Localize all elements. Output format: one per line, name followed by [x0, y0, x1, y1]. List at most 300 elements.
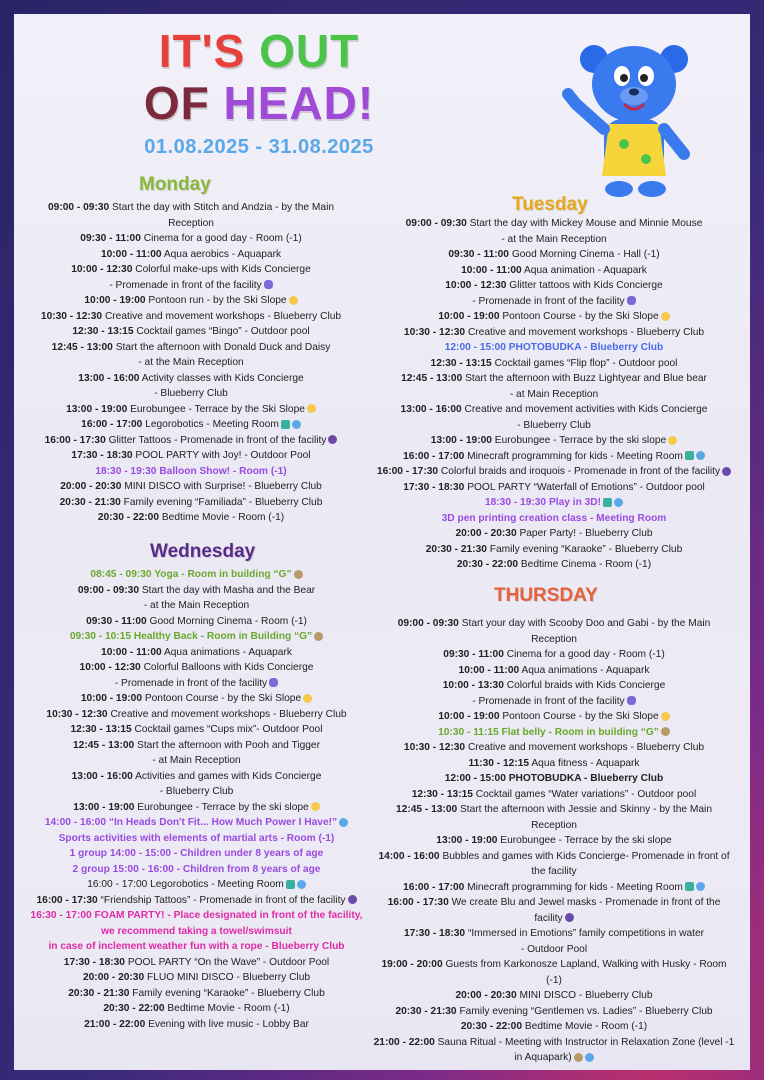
schedule-row: [26, 495, 356, 511]
schedule-row: [369, 849, 739, 865]
title-line-1: [14, 24, 504, 78]
schedule-row: [369, 480, 739, 496]
row-time: 20:30 - 21:30: [425, 543, 487, 555]
schedule-row: [369, 833, 739, 849]
heart-icon: [286, 880, 295, 889]
schedule-row: [369, 725, 739, 741]
mask-icon: [294, 570, 303, 579]
schedule-row: [369, 511, 739, 527]
day-heading-monday: Monday: [139, 174, 211, 195]
row-time: 12:45 - 13:00: [395, 804, 458, 815]
row-time: 09:00 - 09:30: [77, 584, 140, 596]
schedule-row: [24, 753, 369, 769]
row-description: Family evening “Gentlemen vs. Ladies” - Blueberry Club: [459, 1005, 713, 1017]
row-description: MINI DISCO with Surprise! - Blueberry Club: [124, 481, 322, 492]
schedule-row: [369, 802, 739, 818]
schedule-row: [369, 1035, 739, 1051]
row-time: 20:30 - 22:00: [103, 1003, 165, 1014]
row-time: 10:00 - 12:30: [445, 280, 507, 291]
row-time: 12:00 - 15:00: [444, 342, 506, 353]
row-description: Activity classes with Kids Concierge: [141, 372, 304, 384]
schedule-row: [369, 1004, 739, 1020]
row-description: Bedtime Cinema - Room (-1): [520, 559, 652, 570]
row-description: Sports activities with elements of martial arts - Room (-1): [58, 832, 335, 844]
row-description: Paper Party! - Blueberry Club: [519, 528, 653, 539]
schedule-row: [26, 355, 356, 371]
row-time: 20:00 - 20:30: [455, 990, 517, 1001]
row-description: Sauna Ritual - Meeting with Instructor in Relaxation Zone (level -1: [437, 1036, 735, 1048]
row-time: 12:45 - 13:00: [51, 341, 113, 353]
row-time: 10:00 - 19:00: [438, 311, 500, 322]
row-time: 16:30 - 17:00: [30, 910, 92, 921]
row-time: 10:00 - 19:00: [438, 711, 500, 722]
row-description: “In Heads Don't Fit... How Much Power I Have!”: [108, 817, 338, 828]
row-description: in case of inclement weather fun with a rope - Blueberry Club: [48, 941, 345, 952]
schedule-panel: [14, 14, 750, 1070]
row-description: Evening with live music - Lobby Bar: [148, 1018, 309, 1030]
schedule-row: [369, 542, 739, 558]
schedule-row: [24, 676, 369, 692]
row-description: - Outdoor Pool: [520, 943, 588, 955]
row-time: 21:00 - 22:00: [84, 1018, 146, 1030]
row-description: Aqua fitness - Aquapark: [531, 757, 640, 769]
row-description: in Aquapark): [514, 1052, 572, 1063]
row-time: 08:45 - 09:30: [90, 569, 152, 580]
schedule-row: [369, 325, 739, 341]
row-time: 10:30 - 12:30: [46, 708, 108, 720]
schedule-row: [24, 583, 369, 599]
row-description: - Promenade in front of the facility: [472, 695, 625, 707]
title-word-of: OF: [143, 77, 210, 129]
row-description: Colorful braids and iroquois - Promenade in front of the facility: [440, 466, 721, 477]
sun-icon: [661, 712, 670, 721]
row-time: 16:00 - 17:00: [403, 881, 465, 893]
row-description: Cocktail games “Cups mix”- Outdoor Pool: [134, 724, 323, 735]
row-description: 3D pen printing creation class - Meeting Room: [441, 512, 667, 524]
schedule-row: [369, 756, 739, 772]
row-description: Balloon Show! - Room (-1): [159, 465, 287, 477]
row-description: Glitter tattoos with Kids Concierge: [509, 280, 663, 291]
row-description: - Blueberry Club: [517, 419, 591, 431]
schedule-row: [24, 800, 369, 816]
schedule-row: [24, 893, 369, 909]
row-time: 09:00 - 09:30: [397, 618, 459, 629]
schedule-row: [26, 479, 356, 495]
row-time: 17:30 - 18:30: [403, 928, 466, 939]
schedule-row: [24, 908, 369, 924]
row-time: 14:00 - 16:00: [44, 817, 107, 828]
schedule-row: [369, 247, 739, 263]
schedule-row: [369, 216, 739, 232]
schedule-row: [369, 787, 739, 803]
schedule-row: [369, 495, 739, 511]
schedule-row: [26, 247, 356, 263]
row-time: 13:00 - 19:00: [66, 403, 128, 415]
schedule-row: [369, 880, 739, 896]
row-description: Minecraft programming for kids - Meeting Room: [467, 450, 683, 462]
schedule-row: [369, 418, 739, 434]
schedule-row: [369, 356, 739, 372]
row-description: Good Morning Cinema - Hall (-1): [511, 249, 660, 260]
schedule-row: [24, 1001, 369, 1017]
schedule-row: [369, 557, 739, 573]
schedule-row: [24, 955, 369, 971]
schedule-row: [26, 324, 356, 340]
row-description: Cocktail games “Flip flop” - Outdoor pool: [494, 357, 678, 369]
schedule-row: [24, 738, 369, 754]
row-time: 13:00 - 19:00: [73, 801, 135, 813]
heart-icon: [685, 451, 694, 460]
row-description: Play in 3D!: [548, 497, 602, 508]
row-description: we recommend taking a towel/swimsuit: [101, 925, 292, 937]
row-description: POOL PARTY with Joy! - Outdoor Pool: [135, 450, 311, 461]
row-time: 13:00 - 16:00: [400, 404, 462, 415]
row-description: - at the Main Reception: [143, 600, 250, 611]
tuesday-schedule: [369, 216, 739, 573]
row-description: - Promenade in front of the facility: [114, 677, 268, 689]
row-time: 09:30 - 11:00: [86, 615, 147, 627]
row-description: Legorobotics - Meeting Room: [145, 419, 279, 430]
schedule-row: [369, 402, 739, 418]
title-word-head: HEAD!: [223, 77, 375, 129]
schedule-row: [24, 877, 369, 893]
row-time: 12:30 - 13:15: [72, 326, 134, 337]
schedule-row: [369, 371, 739, 387]
row-description: Cinema for a good day - Room (-1): [506, 649, 665, 660]
grape-icon: [565, 913, 574, 922]
info-icon: [696, 451, 705, 460]
row-description: Bedtime Movie - Room (-1): [167, 1003, 290, 1014]
schedule-row: [369, 663, 739, 679]
schedule-row: [24, 1017, 369, 1033]
schedule-row: [24, 924, 369, 940]
row-description: Yoga - Room in building “G”: [154, 569, 292, 580]
row-time: 10:30 - 12:30: [403, 326, 466, 338]
row-time: 16:00 - 17:00: [81, 419, 143, 430]
row-description: Start the afternoon with Pooh and Tigger: [137, 739, 320, 751]
row-time: 16:00 - 17:30: [44, 434, 106, 446]
info-icon: [696, 882, 705, 891]
row-time: 10:30 - 12:30: [403, 742, 466, 753]
schedule-row: [26, 510, 356, 526]
row-description: - Promenade in front of the facility: [109, 279, 262, 291]
row-time: 12:45 - 13:00: [401, 373, 463, 384]
sun-icon: [303, 694, 312, 703]
row-time: 10:00 - 11:00: [461, 264, 522, 276]
row-description: Start the afternoon with Donald Duck and Daisy: [115, 341, 331, 353]
row-description: Pontoon Course - by the Ski Slope: [144, 693, 302, 704]
row-description: (-1): [546, 974, 562, 986]
row-time: 10:00 - 19:00: [80, 693, 142, 704]
row-time: 10:30 - 11:15: [438, 726, 499, 738]
row-time: 20:00 - 20:30: [455, 528, 517, 539]
row-time: 09:30 - 11:00: [80, 233, 141, 244]
schedule-row: [26, 386, 356, 402]
schedule-row: [24, 784, 369, 800]
row-description: Pontoon Course - by the Ski Slope: [502, 711, 659, 722]
title-word-its: IT'S: [158, 25, 246, 77]
row-description: Flat belly - Room in building “G”: [501, 726, 659, 738]
heart-icon: [603, 498, 612, 507]
schedule-row: [369, 818, 739, 834]
row-time: 12:30 - 13:15: [70, 724, 132, 735]
schedule-row: [369, 926, 739, 942]
row-description: - Blueberry Club: [154, 388, 228, 399]
row-time: 17:30 - 18:30: [71, 450, 133, 461]
row-time: 10:00 - 12:30: [79, 662, 141, 673]
row-time: 12:30 - 13:15: [411, 788, 473, 800]
row-description: Eurobungee - Terrace by the ski slope: [494, 435, 667, 446]
schedule-row: [369, 973, 739, 989]
row-time: 13:00 - 19:00: [430, 435, 492, 446]
row-description: - at Main Reception: [152, 755, 241, 766]
schedule-row: [24, 629, 369, 645]
schedule-row: [369, 957, 739, 973]
row-time: 09:00 - 09:30: [405, 218, 467, 229]
row-time: 12:00 - 15:00: [444, 773, 506, 784]
sun-icon: [311, 802, 320, 811]
schedule-row: [26, 448, 356, 464]
row-time: 10:00 - 11:00: [101, 646, 162, 658]
row-time: 17:30 - 18:30: [63, 956, 125, 968]
schedule-row: [369, 895, 739, 911]
row-description: FLUO MINI DISCO - Blueberry Club: [146, 972, 311, 983]
row-time: 10:30 - 12:30: [40, 310, 103, 322]
row-description: Activities and games with Kids Concierge: [135, 770, 322, 782]
row-description: - at the Main Reception: [138, 357, 244, 368]
row-time: 20:30 - 22:00: [97, 512, 160, 523]
sun-icon: [668, 436, 677, 445]
sun-icon: [661, 312, 670, 321]
schedule-row: [26, 371, 356, 387]
row-time: 20:00 - 20:30: [60, 481, 122, 492]
mask-icon: [661, 727, 670, 736]
schedule-row: [369, 911, 739, 927]
schedule-row: [26, 340, 356, 356]
row-time: 10:00 - 13:30: [442, 680, 504, 691]
schedule-row: [26, 293, 356, 309]
row-description: Eurobungee - Terrace by the ski slope: [137, 801, 309, 813]
row-description: facility: [534, 912, 563, 924]
row-time: 09:30 - 10:15: [69, 631, 132, 642]
schedule-row: [24, 691, 369, 707]
row-description: Start the afternoon with Jessie and Skinny - by the Main: [460, 804, 712, 815]
row-time: 11:30 - 12:15: [468, 757, 530, 769]
heart-icon: [281, 420, 290, 429]
heart-icon: [685, 882, 694, 891]
schedule-row: [369, 647, 739, 663]
row-description: Pontoon Course - by the Ski Slope: [502, 311, 659, 322]
row-description: Start the afternoon with Buzz Lightyear and Blue bear: [465, 373, 707, 384]
row-description: PHOTOBUDKA - Blueberry Club: [508, 342, 664, 353]
row-time: 21:00 - 22:00: [373, 1036, 435, 1048]
row-description: Creative and movement workshops - Blueberry Club: [110, 708, 347, 720]
schedule-row: [369, 526, 739, 542]
mask-icon: [574, 1053, 583, 1062]
schedule-row: [369, 678, 739, 694]
schedule-row: [26, 200, 356, 216]
info-icon: [339, 818, 348, 827]
schedule-row: [24, 567, 369, 583]
row-time: 10:00 - 12:30: [71, 264, 133, 275]
row-time: 13:00 - 16:00: [71, 770, 133, 782]
schedule-row: [24, 986, 369, 1002]
row-time: 19:00 - 20:00: [381, 959, 443, 970]
row-description: Start the day with Mickey Mouse and Minnie Mouse: [469, 218, 703, 229]
schedule-row: [369, 263, 739, 279]
schedule-row: [24, 660, 369, 676]
row-time: 18:30 - 19:30: [95, 465, 157, 477]
row-time: 16:00 - 17:30: [36, 894, 98, 906]
row-time: 16:00 - 17:30: [376, 466, 439, 477]
schedule-row: [26, 216, 356, 232]
schedule-row: [369, 309, 739, 325]
row-description: - at Main Reception: [509, 388, 599, 400]
row-description: POOL PARTY “On the Wave” - Outdoor Pool: [127, 956, 330, 968]
row-time: 13:00 - 19:00: [436, 835, 498, 846]
schedule-row: [369, 449, 739, 465]
schedule-row: [369, 387, 739, 403]
row-description: Colorful braids with Kids Concierge: [506, 680, 666, 691]
row-description: Start the day with Stitch and Andzia - by the Main: [112, 202, 334, 213]
fish-icon: [627, 696, 636, 705]
row-description: Healthy Back - Room in Building “G”: [133, 631, 313, 642]
row-description: Family evening “Familiada” - Blueberry Club: [123, 496, 323, 508]
row-description: “Immersed in Emotions” family competitions in water: [467, 928, 705, 939]
title-word-out: OUT: [259, 25, 360, 77]
schedule-row: [26, 231, 356, 247]
title-line-2: [14, 76, 504, 130]
schedule-row: [26, 464, 356, 480]
row-time: 20:30 - 21:30: [68, 987, 130, 999]
grape-icon: [348, 895, 357, 904]
row-time: 09:30 - 11:00: [448, 249, 509, 260]
row-time: 20:30 - 21:30: [395, 1005, 457, 1017]
row-time: 09:30 - 11:00: [443, 649, 504, 660]
info-icon: [297, 880, 306, 889]
row-description: Reception: [531, 819, 577, 831]
schedule-row: [24, 831, 369, 847]
schedule-row: [369, 616, 739, 632]
schedule-row: [369, 340, 739, 356]
row-description: Aqua animations - Aquapark: [163, 646, 292, 658]
row-description: Creative and movement workshops - Blueberry Club: [467, 326, 705, 338]
row-time: 20:30 - 21:30: [59, 496, 121, 508]
row-time: 09:00 - 09:30: [48, 202, 110, 213]
row-description: - Promenade in front of the facility: [472, 295, 625, 307]
schedule-row: [26, 402, 356, 418]
row-description: Eurobungee - Terrace by the ski slope: [500, 835, 672, 846]
row-description: Reception: [531, 633, 577, 645]
schedule-row: [24, 614, 369, 630]
row-time: 13:00 - 16:00: [78, 372, 140, 384]
row-description: Cinema for a good day - Room (-1): [143, 233, 302, 244]
day-heading-tuesday: Tuesday: [512, 194, 588, 215]
row-description: Creative and movement activities with Kids Concierge: [464, 404, 708, 415]
mask-icon: [314, 632, 323, 641]
row-description: PHOTOBUDKA - Blueberry Club: [508, 773, 664, 784]
schedule-row: [369, 942, 739, 958]
row-description: Start the day with Masha and the Bear: [141, 584, 316, 596]
schedule-row: [369, 694, 739, 710]
schedule-row: [26, 309, 356, 325]
row-description: Glitter Tattoos - Promenade in front of the facility: [108, 434, 327, 446]
row-time: 17:30 - 18:30: [403, 481, 465, 493]
row-description: Bedtime Movie - Room (-1): [161, 512, 285, 523]
row-description: 1 group 14:00 - 15:00 - Children under 8 years of age: [69, 848, 324, 859]
schedule-row: [24, 970, 369, 986]
fish-icon: [264, 280, 273, 289]
schedule-row: [24, 598, 369, 614]
date-range: 01.08.2025 - 31.08.2025: [144, 136, 374, 158]
row-time: 12:45 - 13:00: [73, 739, 135, 751]
row-description: Cocktail games “Water variations” - Outdoor pool: [475, 788, 697, 800]
sun-icon: [307, 404, 316, 413]
monday-schedule: [26, 200, 356, 526]
schedule-row: [26, 262, 356, 278]
row-description: We create Blu and Jewel masks - Promenade in front of the: [451, 897, 721, 908]
row-time: 18:30 - 19:30: [484, 497, 547, 508]
row-description: Pontoon run - by the Ski Slope: [148, 295, 287, 306]
fish-icon: [269, 678, 278, 687]
row-description: FOAM PARTY! - Place designated in front of the facility,: [94, 910, 363, 921]
row-time: 10:00 - 19:00: [84, 295, 146, 306]
schedule-row: [24, 862, 369, 878]
row-description: Aqua animation - Aquapark: [523, 264, 647, 276]
row-description: Aqua animations - Aquapark: [521, 664, 650, 676]
row-description: POOL PARTY “Waterfall of Emotions” - Outdoor pool: [467, 481, 705, 493]
row-description: Good Morning Cinema - Room (-1): [149, 615, 307, 627]
wednesday-schedule: [24, 567, 369, 1032]
row-description: Colorful make-ups with Kids Concierge: [135, 264, 311, 275]
schedule-row: [369, 771, 739, 787]
row-description: the facility: [531, 866, 577, 877]
row-description: Creative and movement workshops - Blueberry Club: [467, 742, 705, 753]
row-time: 20:30 - 22:00: [460, 1021, 523, 1032]
row-description: Guests from Karkonosze Lapland, Walking with Husky - Room: [445, 959, 727, 970]
row-description: Eurobungee - Terrace by the Ski Slope: [130, 403, 305, 415]
schedule-row: [24, 939, 369, 955]
row-description: Family evening “Karaoke” - Blueberry Club: [489, 543, 683, 555]
row-time: 16:00 - 17:30: [387, 897, 449, 908]
schedule-row: [24, 722, 369, 738]
schedule-row: [369, 232, 739, 248]
schedule-row: [24, 846, 369, 862]
day-heading-thursday: THURSDAY: [494, 585, 598, 606]
schedule-row: [369, 988, 739, 1004]
thursday-schedule: [369, 616, 739, 1066]
row-description: Bedtime Movie - Room (-1): [524, 1021, 648, 1032]
row-description: Aqua aerobics - Aquapark: [163, 248, 282, 260]
schedule-row: [369, 1019, 739, 1035]
info-icon: [614, 498, 623, 507]
row-description: - Blueberry Club: [159, 786, 234, 797]
row-time: 20:30 - 22:00: [456, 559, 519, 570]
row-time: 14:00 - 16:00: [378, 850, 440, 862]
row-time: 10:00 - 11:00: [100, 248, 162, 260]
row-description: 2 group 15:00 - 16:00 - Children from 8 years of age: [72, 863, 321, 875]
schedule-row: [369, 278, 739, 294]
schedule-row: [369, 294, 739, 310]
row-description: Reception: [168, 217, 214, 229]
row-description: Creative and movement workshops - Blueberry Club: [104, 310, 342, 322]
schedule-row: [24, 815, 369, 831]
row-time: 12:30 - 13:15: [430, 357, 492, 369]
row-time: 10:00 - 11:00: [458, 664, 520, 676]
row-description: “Friendship Tattoos” - Promenade in front of the facility: [100, 894, 346, 906]
row-time: 16:00 - 17:00: [403, 450, 465, 462]
info-icon: [292, 420, 301, 429]
